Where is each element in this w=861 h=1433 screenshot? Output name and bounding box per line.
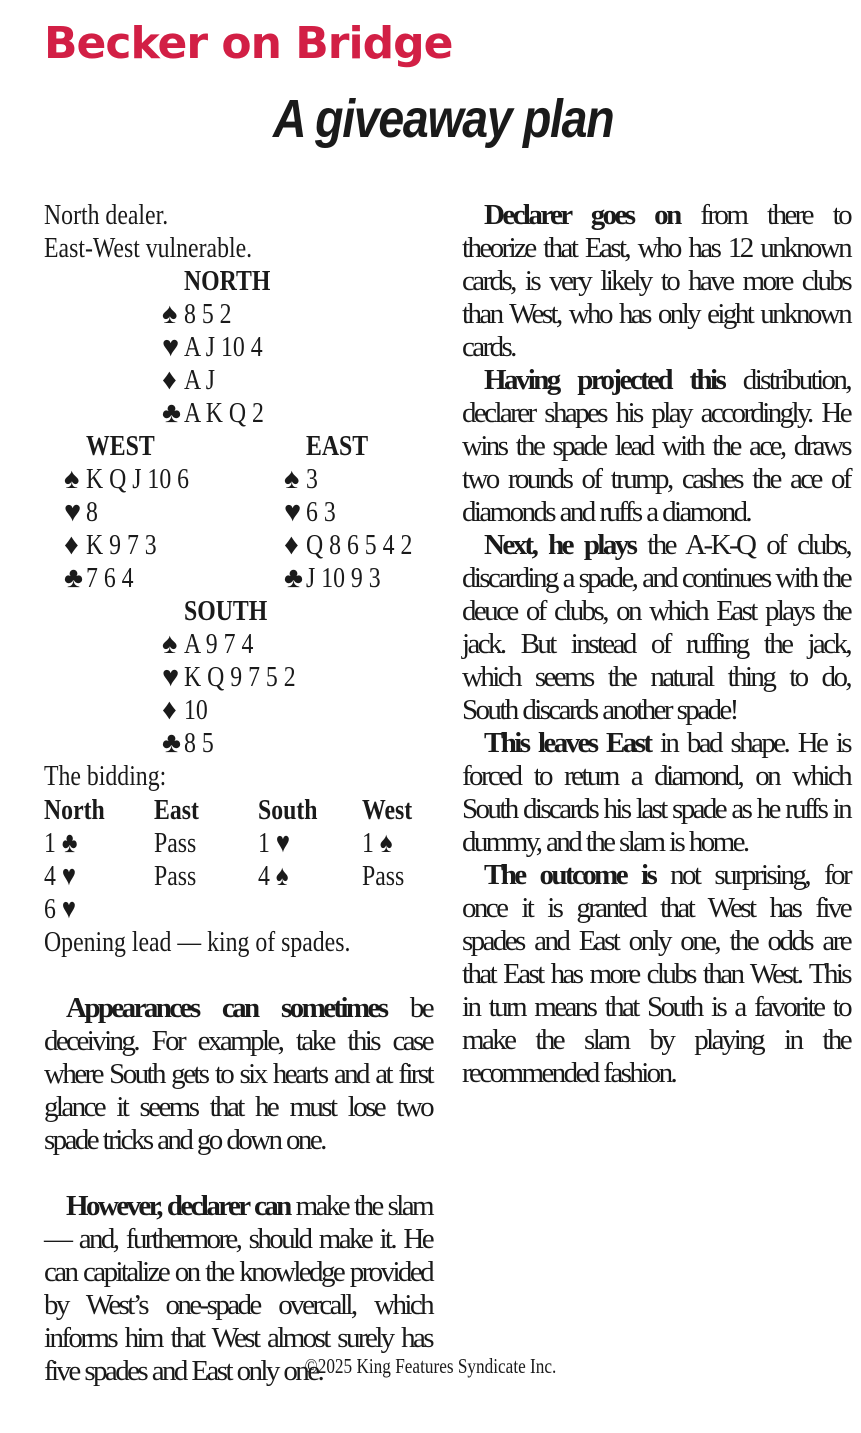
copyright: ©2025 King Features Syndicate Inc. xyxy=(304,1354,557,1378)
south-hand xyxy=(162,595,320,760)
bid-cell: 1 ♥ xyxy=(258,827,290,859)
bid-cell: Pass xyxy=(362,860,405,892)
north-hearts: ♥ A J 10 4 xyxy=(162,331,263,363)
article-paragraph: Declarer goes on from there to theorize that East, who has 12 unknown cards, is very likely to have more clubs than West, who has only eight unknown cards. xyxy=(462,199,850,363)
bid-cell: 4 ♥ xyxy=(44,860,76,892)
article-left-column xyxy=(44,992,432,1157)
north-clubs: ♣ A K Q 2 xyxy=(162,397,264,429)
west-label: WEST xyxy=(86,430,155,462)
spade-icon: ♠ xyxy=(284,463,300,495)
south-clubs: ♣ 8 5 xyxy=(162,727,214,759)
south-label: SOUTH xyxy=(184,595,268,627)
south-diamonds: ♦ 10 xyxy=(162,694,208,726)
opening-lead: Opening lead — king of spades. xyxy=(44,926,351,958)
club-icon: ♣ xyxy=(162,727,182,759)
bidding-header-east: East xyxy=(154,794,199,826)
bidding-header-north: North xyxy=(44,794,105,826)
deal-diagram xyxy=(44,199,432,265)
bid-cell: Pass xyxy=(154,827,197,859)
bid-cell: Pass xyxy=(154,860,197,892)
diamond-icon: ♦ xyxy=(284,529,299,561)
bid-cell: 4 ♠ xyxy=(258,860,289,892)
spade-icon: ♠ xyxy=(162,298,178,330)
west-diamonds: ♦ K 9 7 3 xyxy=(64,529,157,561)
dealer-line: North dealer. xyxy=(44,199,169,231)
article-paragraph: Appearances can sometimes be deceiving. For example, take this case where South gets to six hearts and at first glance it seems that he must lose two spade tricks and go down one. xyxy=(44,992,432,1156)
east-clubs: ♣ J 10 9 3 xyxy=(284,562,381,594)
bid-cell: 6 ♥ xyxy=(44,893,76,925)
article-paragraph: Next, he plays the A-K-Q of clubs, discarding a spade, and continues with the deuce of clubs, on which East plays the jack. But instead of ruffing the jack, which seems the natural thing to do, South discards another spade! xyxy=(462,529,851,726)
north-hand xyxy=(162,265,289,430)
heart-icon: ♥ xyxy=(162,331,180,363)
east-hearts: ♥ 6 3 xyxy=(284,496,336,528)
heart-icon: ♥ xyxy=(284,496,302,528)
vulnerability-line: East-West vulnerable. xyxy=(44,232,253,264)
spade-icon: ♠ xyxy=(162,628,178,660)
north-spades: ♠ 8 5 2 xyxy=(162,298,232,330)
east-hand xyxy=(284,430,436,595)
article-paragraph: The outcome is not surprising, for once it is granted that West has five spades and East only one, the odds are that East has more clubs than West. This in turn means that South is a favorite to make the slam by playing in the recommended fashion. xyxy=(462,859,850,1089)
bid-cell: 1 ♠ xyxy=(362,827,393,859)
north-diamonds: ♦ A J xyxy=(162,364,216,396)
south-hearts: ♥ K Q 9 7 5 2 xyxy=(162,661,296,693)
west-hand xyxy=(64,430,212,595)
article-paragraph: This leaves East in bad shape. He is forced to return a diamond, on which South discards his last spade as he ruffs in dummy, and the slam is home. xyxy=(462,727,850,858)
north-label: NORTH xyxy=(184,265,271,297)
bidding-header-south: South xyxy=(258,794,318,826)
club-icon: ♣ xyxy=(284,562,304,594)
west-hearts: ♥ 8 xyxy=(64,496,98,528)
masthead: Becker on Bridge xyxy=(44,18,453,69)
east-label: EAST xyxy=(306,430,369,462)
bidding-header-west: West xyxy=(362,794,413,826)
heart-icon: ♥ xyxy=(64,496,82,528)
east-spades: ♠ 3 xyxy=(284,463,318,495)
spade-icon: ♠ xyxy=(64,463,80,495)
east-diamonds: ♦ Q 8 6 5 4 2 xyxy=(284,529,413,561)
diamond-icon: ♦ xyxy=(162,694,177,726)
bid-cell: 1 ♣ xyxy=(44,827,78,859)
south-spades: ♠ A 9 7 4 xyxy=(162,628,254,660)
club-icon: ♣ xyxy=(162,397,182,429)
article-paragraph: However, declarer can make the slam — and, furthermore, should make it. He can capitalize on the knowledge provided by West’s one-spade overcall, which informs him that West almost surely has five spades and East only one. xyxy=(44,1190,432,1387)
headline: A giveaway plan xyxy=(273,89,614,149)
diamond-icon: ♦ xyxy=(64,529,79,561)
article-paragraph: Having projected this distribution, declarer shapes his play accordingly. He wins the spade lead with the ace, draws two rounds of trump, cashes the ace of diamonds and ruffs a diamond. xyxy=(462,364,850,528)
heart-icon: ♥ xyxy=(162,661,180,693)
west-spades: ♠ K Q J 10 6 xyxy=(64,463,190,495)
diamond-icon: ♦ xyxy=(162,364,177,396)
west-clubs: ♣ 7 6 4 xyxy=(64,562,134,594)
club-icon: ♣ xyxy=(64,562,84,594)
bidding-label: The bidding: xyxy=(44,760,167,792)
article-right-column xyxy=(462,199,850,1090)
